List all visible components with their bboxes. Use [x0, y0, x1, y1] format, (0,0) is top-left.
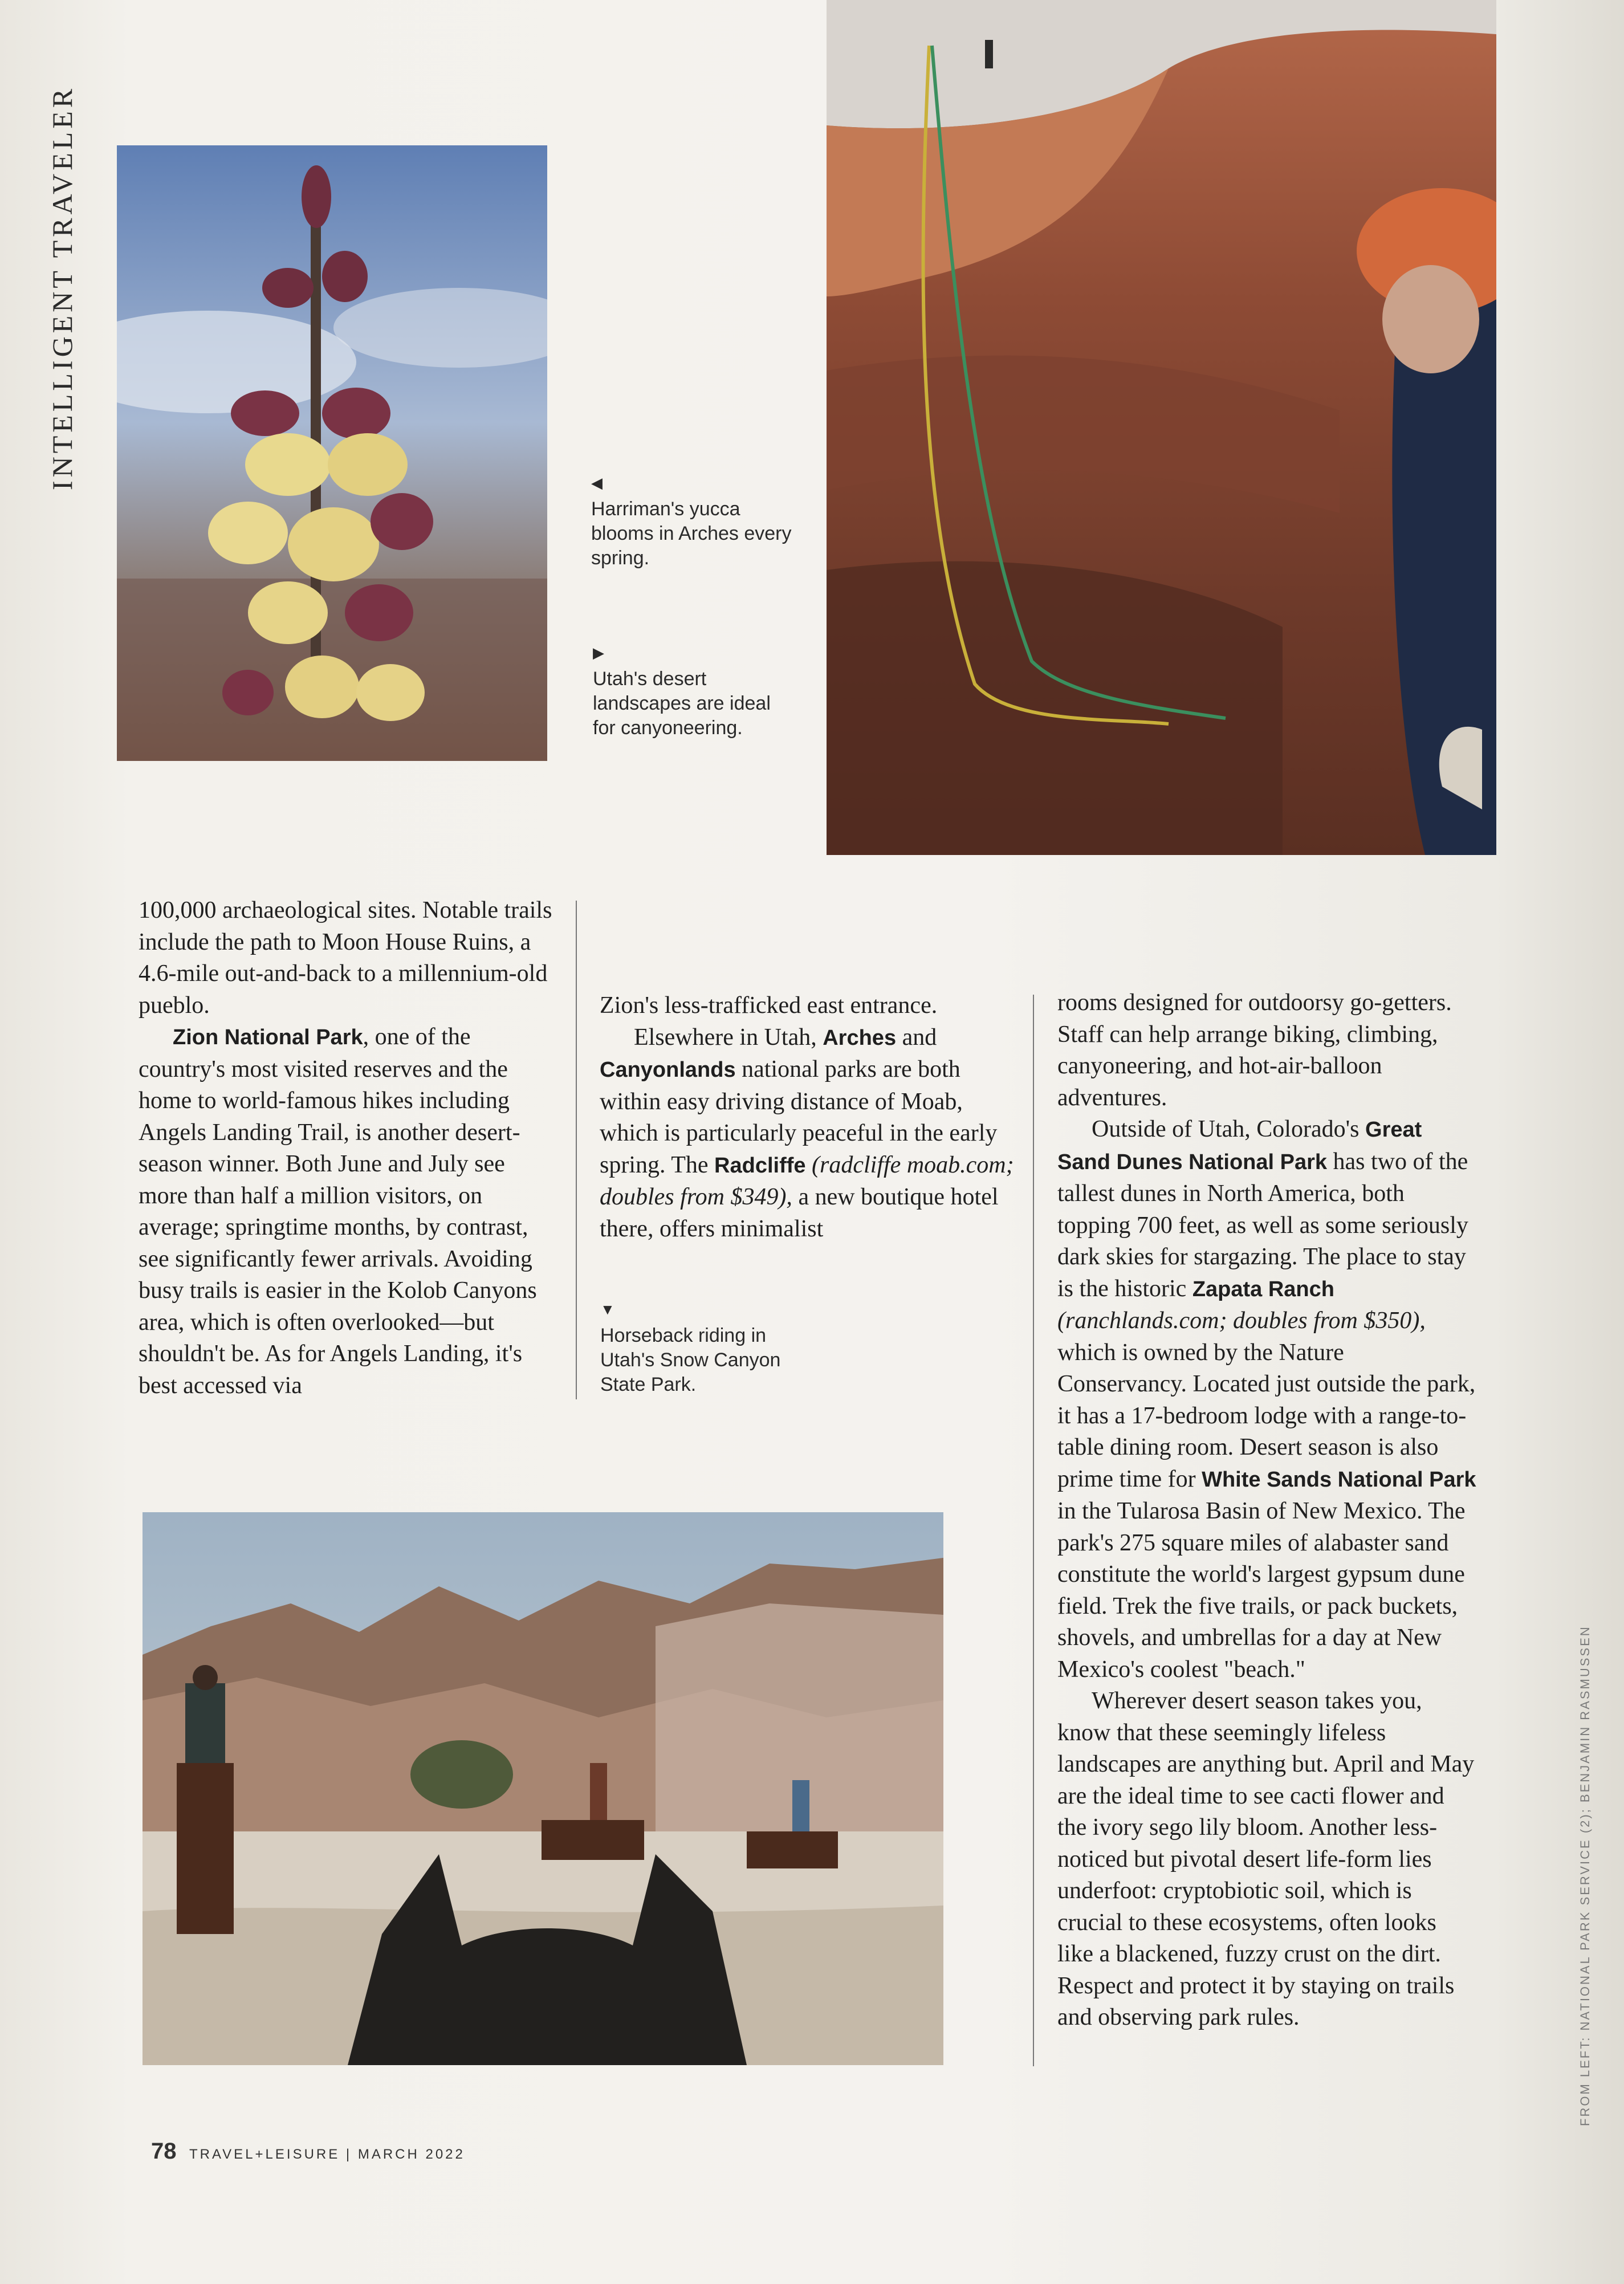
- paragraph: rooms designed for outdoorsy go-getters. Staff can help arrange biking, climbing, canyoneering, and hot-air-balloon adventures.: [1057, 990, 1452, 1111]
- paragraph: Outside of Utah, Colorado's Great Sand Dunes National Park has two of the tallest dunes in North America, both topping 700 feet, as well as some seriously dark skies for stargazing. The place to stay is the historic Zapata Ranch (ranchlands.com; doubles from $350), which is owned by the Nature Conservancy. Located just outside the park, it has a 17-bedroom lodge with a range-to-table dining room. Desert season is also prime time for White Sands National Park in the Tularosa Basin of New Mexico. The park's 275 square miles of alabaster sand constitute the world's largest gypsum dune field. Trek the five trails, or pack buckets, shovels, and umbrellas for a day at New Mexico's coolest "beach.": [1057, 1116, 1476, 1683]
- page-footer: [151, 2139, 465, 2164]
- horseback-photo: [143, 1512, 943, 2065]
- paragraph: Zion's less-trafficked east entrance.: [600, 992, 938, 1019]
- article-column-1: [139, 895, 555, 1402]
- column-divider: [576, 901, 577, 1399]
- page-number: 78: [151, 2139, 177, 2164]
- caption-yucca: ◀ Harriman's yucca blooms in Arches every spring.: [591, 474, 796, 571]
- section-label: INTELLIGENT TRAVELER: [46, 85, 78, 490]
- paragraph: Wherever desert season takes you, know that these seemingly lifeless landscapes are anything but. April and May are the ideal time to see cacti flower and the ivory sego lily bloom. Another less-noticed but pivotal desert life-form lies underfoot: cryptobiotic soil, which is crucial to these ecosystems, often looks like a blackened, fuzzy crust on the dirt. Respect and protect it by staying on trails and observing park rules.: [1057, 1688, 1475, 2030]
- column-divider: [1033, 995, 1034, 2066]
- caption-canyoneering: ▶ Utah's desert landscapes are ideal for canyoneering.: [593, 644, 781, 740]
- article-column-2: [600, 990, 1016, 1245]
- arrow-left-icon: ◀: [591, 474, 603, 491]
- canyoneering-photo: [827, 0, 1496, 855]
- paragraph: 100,000 archaeological sites. Notable trails include the path to Moon House Ruins, a 4.6-mile out-and-back to a millennium-old pueblo.: [139, 897, 552, 1019]
- arrow-down-icon: ▼: [600, 1301, 615, 1318]
- paragraph: Zion National Park, one of the country's most visited reserves and the home to world-famous hikes including Angels Landing Trail, is another desert-season winner. Both June and July see more than half a million visitors, on average; springtime months, by contrast, see significantly fewer arrivals. Avoiding busy trails is easier in the Kolob Canyons area, which is often overlooked—but shouldn't be. As for Angels Landing, it's best accessed via: [139, 1024, 537, 1399]
- arrow-right-icon: ▶: [593, 644, 604, 661]
- paragraph: Elsewhere in Utah, Arches and Canyonlands national parks are both within easy driving distance of Moab, which is particularly peaceful in the early spring. The Radcliffe (radcliffe moab.com; doubles from $349), a new boutique hotel there, offers minimalist: [600, 1024, 1014, 1242]
- photo-credit: FROM LEFT: NATIONAL PARK SERVICE (2); BENJAMIN RASMUSSEN: [1578, 1625, 1592, 2126]
- article-column-3: [1057, 987, 1476, 2034]
- caption-horseback: ▼ Horseback riding in Utah's Snow Canyon State Park.: [600, 1301, 811, 1397]
- yucca-photo: [117, 145, 547, 761]
- magazine-dateline: TRAVEL+LEISURE | MARCH 2022: [189, 2147, 465, 2162]
